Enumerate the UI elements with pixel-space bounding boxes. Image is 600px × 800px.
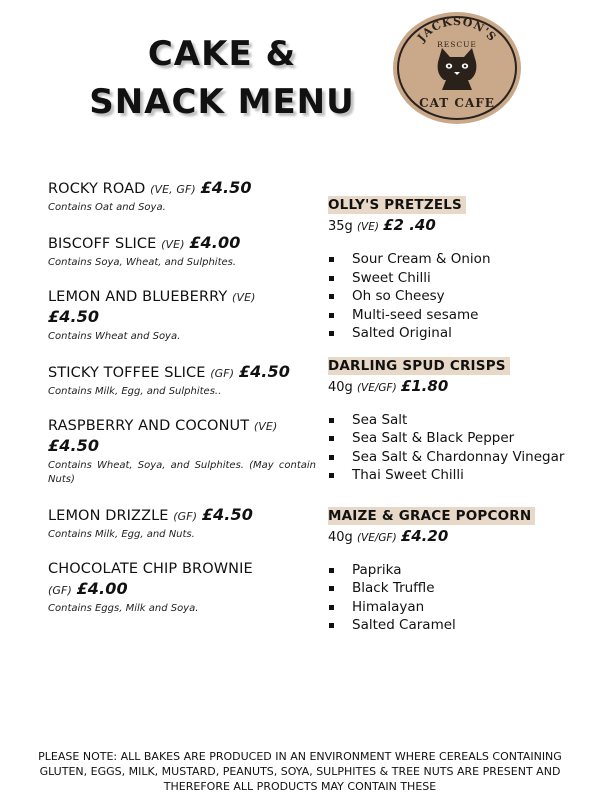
list-item: Sour Cream & Onion [328, 250, 584, 269]
snack-price-line [328, 527, 584, 545]
snack-price: £4.20 [400, 526, 449, 545]
snack-heading: OLLY'S PRETZELS [328, 196, 466, 214]
cake-price: £4.00 [76, 579, 128, 598]
allergen-note: PLEASE NOTE: ALL BAKES ARE PRODUCED IN AN ENVIRONMENT WHERE CEREALS CONTAINING GLUTEN, EGGS, MILK, MUSTARD, PEANUTS, SOYA, SULPHITES & TREE NUTS ARE PRESENT AND THEREFORE ALL PRODUCTS MAY CONTAIN THESE [38, 750, 562, 793]
cake-item-lemon-and-blueberry [48, 288, 316, 344]
cake-name: STICKY TOFFEE SLICE [48, 365, 206, 381]
cake-name: LEMON DRIZZLE [48, 508, 169, 524]
list-item: Sweet Chilli [328, 269, 584, 288]
dietary-tag: (GF) [48, 584, 72, 597]
flavour-list [328, 250, 584, 343]
dietary-tag: (GF) [210, 367, 235, 380]
dietary-tag: (VE) [232, 291, 256, 304]
snack-weight: 40g [328, 529, 353, 545]
cake-item-raspberry-and-coconut [48, 417, 316, 487]
allergen-info: Contains Wheat and Soya. [48, 331, 181, 342]
allergen-info: Contains Milk, Egg, and Nuts. [48, 529, 195, 540]
logo-bottom-text: CAT CAFE [419, 96, 495, 110]
cake-price: £4.50 [201, 505, 253, 524]
list-item: Sea Salt & Chardonnay Vinegar [328, 448, 584, 467]
list-item: Salted Caramel [328, 616, 584, 635]
cafe-logo [390, 10, 524, 126]
cake-name: BISCOFF SLICE [48, 236, 157, 252]
list-item: Himalayan [328, 598, 584, 617]
snack-section-pretzels [328, 194, 584, 343]
list-item: Thai Sweet Chilli [328, 466, 584, 485]
snack-price-line [328, 216, 584, 234]
snack-section-popcorn [328, 505, 584, 635]
cake-list [48, 178, 316, 634]
flavour-list [328, 561, 584, 635]
dietary-tag: (VE) [161, 238, 185, 251]
snack-section-crisps [328, 355, 584, 485]
list-item: Paprika [328, 561, 584, 580]
cake-name: LEMON AND BLUEBERRY [48, 289, 228, 305]
dietary-tag: (VE) [356, 221, 379, 233]
dietary-tag: (VE/GF) [356, 531, 397, 544]
dietary-tag: (VE, GF) [150, 183, 196, 196]
snack-weight: 35g [328, 219, 353, 234]
menu-title [72, 30, 372, 126]
list-item: Sea Salt & Black Pepper [328, 429, 584, 448]
allergen-info: Contains Oat and Soya. [48, 202, 166, 213]
list-item: Black Truffle [328, 579, 584, 598]
cake-price: £4.50 [200, 178, 252, 197]
snack-list [328, 194, 584, 635]
cake-item-chocolate-chip-brownie [48, 560, 316, 616]
menu-title-line-1: CAKE & [147, 34, 297, 74]
snack-price-line [328, 377, 584, 395]
cake-name: RASPBERRY AND COCONUT [48, 418, 250, 434]
list-item: Multi-seed sesame [328, 306, 584, 325]
cake-name: ROCKY ROAD [48, 181, 146, 197]
cake-name: CHOCOLATE CHIP BROWNIE [48, 561, 253, 577]
cake-item-lemon-drizzle [48, 505, 316, 542]
snack-heading: DARLING SPUD CRISPS [328, 357, 510, 375]
allergen-info: Contains Soya, Wheat, and Sulphites. [48, 257, 237, 268]
cake-price: £4.50 [238, 362, 290, 381]
allergen-info: Contains Milk, Egg, and Sulphites.. [48, 386, 222, 397]
snack-price: £1.80 [400, 376, 449, 395]
dietary-tag: (VE) [253, 420, 278, 433]
allergen-info: Contains Eggs, Milk and Soya. [48, 603, 199, 614]
logo-top-text: JACKSON'S [414, 14, 500, 45]
dietary-tag: (VE/GF) [356, 381, 397, 394]
list-item: Sea Salt [328, 411, 584, 430]
snack-price: £2 .40 [383, 216, 436, 234]
list-item: Oh so Cheesy [328, 287, 584, 306]
flavour-list [328, 411, 584, 485]
cake-price: £4.00 [189, 233, 241, 252]
list-item: Salted Original [328, 324, 584, 343]
logo-middle-text: RESCUE [437, 40, 477, 49]
cake-item-sticky-toffee-slice [48, 362, 316, 399]
cake-price: £4.50 [48, 307, 100, 326]
cake-item-rocky-road [48, 178, 316, 215]
snack-weight: 40g [328, 379, 353, 395]
cake-item-biscoff-slice [48, 233, 316, 270]
menu-title-line-2: SNACK MENU [89, 82, 355, 122]
snack-heading: MAIZE & GRACE POPCORN [328, 507, 535, 525]
cake-price: £4.50 [48, 436, 100, 455]
dietary-tag: (GF) [173, 510, 198, 523]
allergen-info: Contains Wheat, Soya, and Sulphites. (May contain Nuts) [48, 460, 316, 485]
